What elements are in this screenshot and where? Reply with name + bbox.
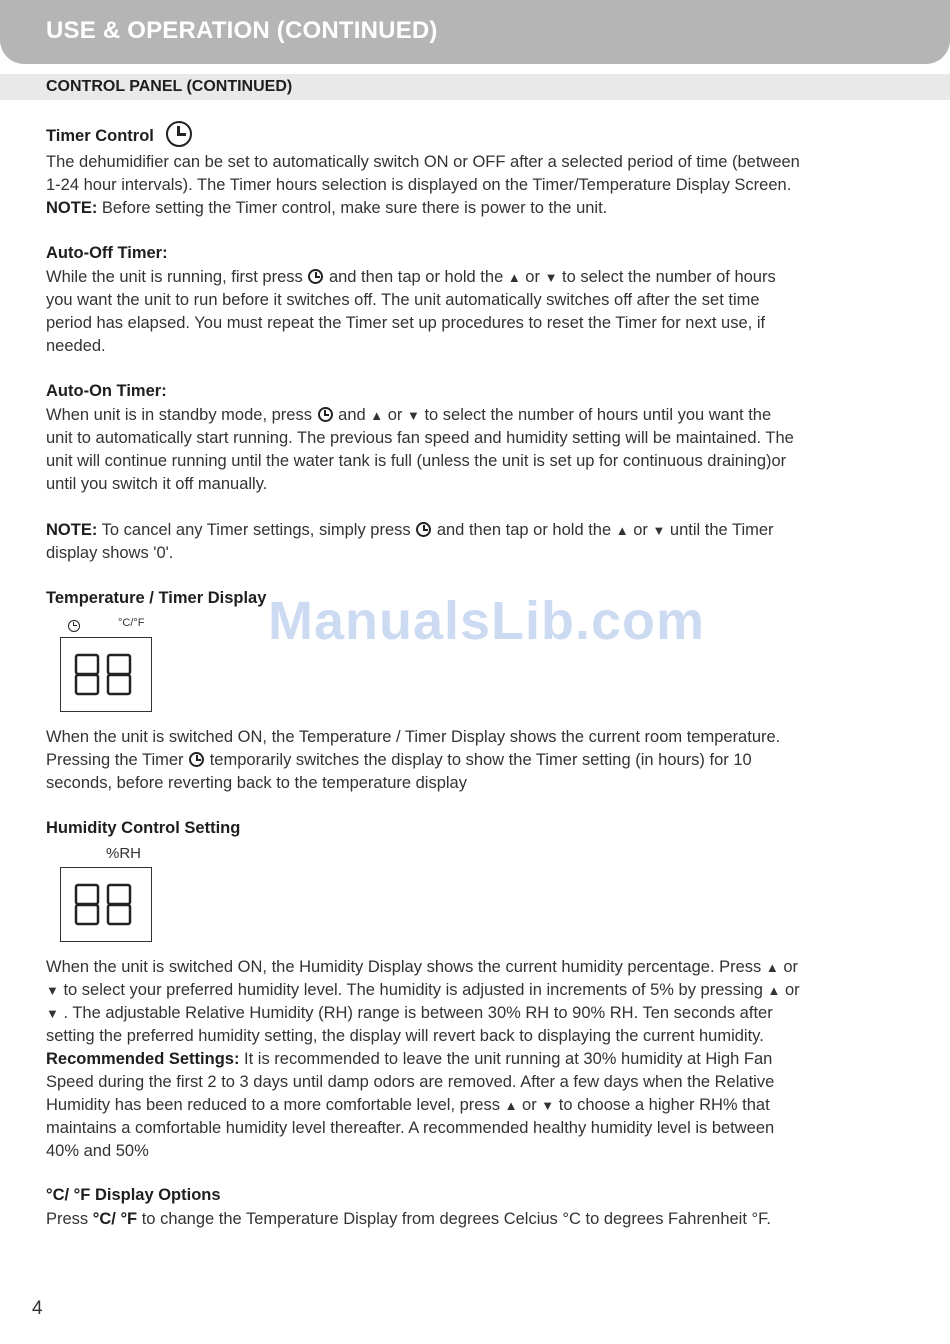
text-span: or bbox=[780, 981, 800, 999]
text-span: When unit is in standby mode, press bbox=[46, 406, 317, 424]
text-line bbox=[46, 956, 906, 979]
cf-button-label: °C/ °F bbox=[92, 1210, 138, 1228]
up-arrow-icon: ▲ bbox=[765, 960, 779, 975]
auto-on-heading: Auto-On Timer: bbox=[46, 382, 167, 400]
down-arrow-icon: ▼ bbox=[46, 1006, 59, 1021]
seven-segment-digits bbox=[61, 868, 150, 940]
timer-icon bbox=[189, 752, 204, 767]
up-arrow-icon: ▲ bbox=[370, 408, 384, 423]
text-span: While the unit is running, first press bbox=[46, 268, 308, 286]
timer-icon bbox=[318, 407, 333, 422]
text-line bbox=[46, 1002, 906, 1025]
temp-display-heading: Temperature / Timer Display bbox=[46, 589, 267, 607]
auto-off-text bbox=[46, 266, 906, 358]
text-span: and bbox=[333, 406, 371, 424]
text-span: temporarily switches the display to show the Timer setting (in hours) for 10 bbox=[205, 751, 752, 769]
humidity-text bbox=[46, 956, 906, 1163]
text-span: or bbox=[517, 1096, 542, 1114]
text-span: Press bbox=[46, 1210, 93, 1228]
temp-lcd-display bbox=[60, 637, 152, 712]
text-line bbox=[46, 1094, 906, 1117]
text-line: unit to automatically start running. The previous fan speed and humidity setting will be maintained. The bbox=[46, 429, 794, 447]
text-span: Pressing the Timer bbox=[46, 751, 189, 769]
text-line: 1-24 hour intervals). The Timer hours selection is displayed on the Timer/Temperature Display Screen. bbox=[46, 176, 792, 194]
down-arrow-icon: ▼ bbox=[46, 983, 59, 998]
text-line: period has elapsed. You must repeat the Timer set up procedures to reset the Timer for next use, if bbox=[46, 314, 766, 332]
text-span: It is recommended to leave the unit running at 30% humidity at High Fan bbox=[239, 1050, 773, 1068]
text-span: to change the Temperature Display from degrees Celcius °C to degrees Fahrenheit °F. bbox=[137, 1210, 771, 1228]
timer-icon bbox=[68, 620, 80, 632]
text-line: setting the preferred humidity setting, the display will revert back to displaying the current humidity. bbox=[46, 1027, 764, 1045]
text-line bbox=[46, 1208, 906, 1231]
cancel-note-text bbox=[46, 519, 906, 565]
text-span: Humidity has been reduced to a more comfortable level, press bbox=[46, 1096, 505, 1114]
text-line bbox=[46, 404, 906, 427]
seven-segment-digits bbox=[61, 638, 150, 710]
note-label: NOTE: bbox=[46, 199, 98, 217]
section-title: CONTROL PANEL (CONTINUED) bbox=[46, 78, 293, 95]
cf-options-heading: °C/ °F Display Options bbox=[46, 1186, 221, 1204]
recommended-label: Recommended Settings: bbox=[46, 1050, 240, 1068]
text-span: to select your preferred humidity level. The humidity is adjusted in increments of 5% by pressing bbox=[58, 981, 768, 999]
up-arrow-icon: ▲ bbox=[767, 983, 781, 998]
watermark: ManualsLib.com bbox=[268, 591, 706, 651]
timer-icon bbox=[166, 121, 192, 147]
text-line: The dehumidifier can be set to automatically switch ON or OFF after a selected period of time (between bbox=[46, 153, 800, 171]
text-line: display shows '0'. bbox=[46, 544, 174, 562]
down-arrow-icon: ▼ bbox=[541, 1098, 555, 1113]
down-arrow-icon: ▼ bbox=[652, 523, 666, 538]
text-line bbox=[46, 266, 906, 289]
text-line bbox=[46, 1048, 906, 1071]
humidity-heading: Humidity Control Setting bbox=[46, 819, 241, 837]
timer-control-heading-text: Timer Control bbox=[46, 127, 154, 145]
text-line bbox=[46, 749, 906, 772]
note-text: Before setting the Timer control, make sure there is power to the unit. bbox=[97, 199, 608, 217]
humidity-lcd-display bbox=[60, 867, 152, 942]
text-line: needed. bbox=[46, 337, 106, 355]
text-span: and then tap or hold the bbox=[324, 268, 508, 286]
text-line bbox=[46, 197, 906, 220]
text-line: seconds, before reverting back to the temperature display bbox=[46, 774, 467, 792]
auto-off-heading: Auto-Off Timer: bbox=[46, 244, 168, 262]
text-span: and then tap or hold the bbox=[432, 521, 616, 539]
text-line: Speed during the first 2 to 3 days until damp odors are removed. After a few days when the Relative bbox=[46, 1073, 775, 1091]
text-line: When the unit is switched ON, the Temperature / Timer Display shows the current room temperature. bbox=[46, 728, 781, 746]
text-span: until the Timer bbox=[665, 521, 774, 539]
note-label: NOTE: bbox=[46, 521, 98, 539]
temp-unit-label: °C/°F bbox=[118, 617, 145, 629]
up-arrow-icon: ▲ bbox=[507, 270, 521, 285]
text-line: you want the unit to run before it switches off. The unit automatically switches off after the set time bbox=[46, 291, 760, 309]
timer-control-heading bbox=[46, 121, 193, 147]
text-line: until you switch it off manually. bbox=[46, 475, 268, 493]
text-span: or bbox=[778, 958, 799, 976]
text-span: to choose a higher RH% that bbox=[554, 1096, 770, 1114]
temp-display-text bbox=[46, 726, 906, 795]
text-span: or bbox=[383, 406, 407, 424]
text-span: to select the number of hours bbox=[557, 268, 776, 286]
humidity-unit-label: %RH bbox=[106, 845, 142, 862]
cf-options-text bbox=[46, 1208, 906, 1231]
text-span: When the unit is switched ON, the Humidity Display shows the current humidity percentage. Press bbox=[46, 958, 766, 976]
page-number: 4 bbox=[32, 1298, 43, 1319]
up-arrow-icon: ▲ bbox=[504, 1098, 518, 1113]
text-line: maintains a comfortable humidity level thereafter. A recommended healthy humidity level is between bbox=[46, 1119, 775, 1137]
up-arrow-icon: ▲ bbox=[615, 523, 629, 538]
text-span: To cancel any Timer settings, simply press bbox=[97, 521, 416, 539]
text-line bbox=[46, 979, 906, 1002]
text-line: 40% and 50% bbox=[46, 1142, 149, 1160]
down-arrow-icon: ▼ bbox=[406, 408, 420, 423]
down-arrow-icon: ▼ bbox=[544, 270, 558, 285]
timer-icon bbox=[416, 522, 431, 537]
text-span: . The adjustable Relative Humidity (RH) range is between 30% RH to 90% RH. Ten seconds after bbox=[58, 1004, 773, 1022]
text-line bbox=[46, 519, 906, 542]
timer-icon bbox=[308, 269, 323, 284]
timer-control-text bbox=[46, 151, 906, 220]
text-span: to select the number of hours until you want the bbox=[419, 406, 772, 424]
text-span: or bbox=[628, 521, 653, 539]
text-line: unit will continue running until the water tank is full (unless the unit is set up for continuous draining)or bbox=[46, 452, 787, 470]
auto-on-text bbox=[46, 404, 906, 496]
text-span: or bbox=[520, 268, 545, 286]
page-title: USE & OPERATION (CONTINUED) bbox=[46, 17, 438, 44]
